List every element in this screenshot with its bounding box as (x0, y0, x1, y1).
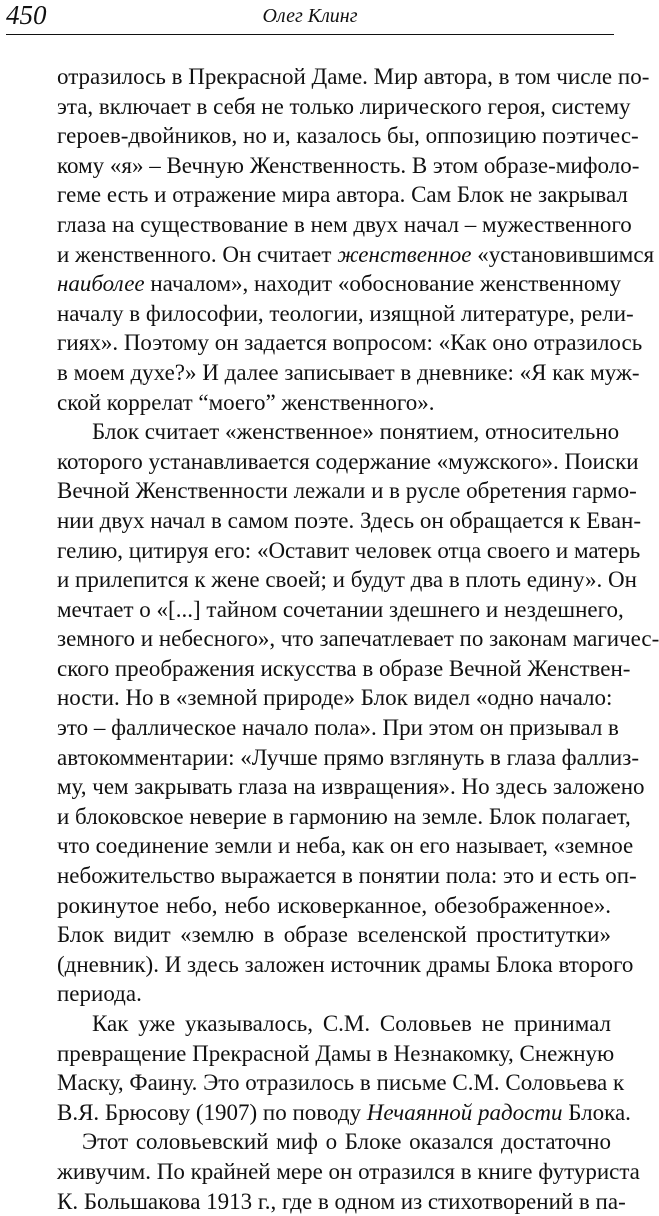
text-line: живучим. По крайней мере он отразился в книге футуриста (57, 1158, 640, 1184)
text-run: началом», находит «обоснование женственному (144, 271, 621, 297)
body-text (57, 62, 659, 1216)
text-line: кому «я» – Вечную Женственность. В этом образе-мифоло- (57, 152, 640, 178)
text-line: превращение Прекрасной Дамы в Незнакомку, Снежную (57, 1040, 615, 1066)
text-line: автокомментарии: «Лучше прямо взглянуть в глаза фаллиз- (57, 744, 639, 770)
text-line: Маску, Фаину. Это отразилось в письме С.М. Соловьева к (57, 1070, 625, 1096)
page-header (0, 0, 620, 36)
page-number: 450 (6, 0, 47, 30)
text-line (57, 269, 621, 299)
text-line (57, 240, 655, 270)
text-line: рокинутое небо, небо исковерканное, обезображенное». (57, 892, 611, 918)
text-run: В.Я. Брюсову (1907) по поводу (57, 1099, 367, 1125)
paragraph-first-line: Блок считает «женственное» понятием, относительно (92, 419, 620, 445)
text-line: эта, включает в себя не только лирического героя, систему (57, 93, 631, 119)
text-line: небожительство выражается в понятии пола: это и есть оп- (57, 863, 637, 889)
italic-term: наиболее (57, 271, 145, 297)
text-line: гемe есть и отражение мира автора. Сам Блок не закрывал (57, 182, 628, 208)
text-line: отразилось в Прекрасной Даме. Мир автора, в том числе по- (57, 64, 650, 89)
text-line: Вечной Женственности лежали и в русле обретения гармо- (57, 478, 637, 504)
text-run: Блока. (562, 1099, 631, 1125)
text-line (57, 1098, 631, 1128)
text-line: героев-двойников, но и, казалось бы, оппозицию поэтичес- (57, 123, 639, 149)
text-line: му, чем закрывать глаза на извращения». Но здесь заложено (57, 774, 645, 800)
text-line: и блоковское неверие в гармонию на земле. Блок полагает, (57, 803, 631, 829)
text-line: (дневник). И здесь заложен источник драмы Блока второго (57, 951, 634, 977)
paragraph-first-line: Как уже указывалось, С.М. Соловьев не принимал (92, 1011, 611, 1036)
text-line: периода. (57, 981, 142, 1007)
text-line: ности. Но в «земной природе» Блок видел «одно начало: (57, 685, 613, 711)
text-line: ского преображения искусства в образе Вечной Женствен- (57, 655, 631, 681)
text-line: это – фаллическое начало пола». При этом он призывал в (57, 715, 619, 741)
italic-title: Нечаянной радости (366, 1099, 563, 1125)
text-run: «установившимся (471, 241, 655, 267)
text-run: и женственного. Он считает (57, 241, 338, 267)
text-line: К. Большакова 1913 г., где в одном из стихотворений в па- (57, 1188, 626, 1214)
text-line: которого устанавливается содержание «мужского». Поиски (57, 448, 639, 474)
text-line: земного и небесного», что запечатлевает по законам магичес- (57, 626, 659, 652)
text-line: гиях». Поэтому он задается вопросом: «Как оно отразилось (57, 330, 643, 356)
text-line: глаза на существование в нем двух начал – мужественного (57, 211, 632, 237)
text-line: что соединение земли и неба, как он его называет, «земное (57, 833, 634, 859)
text-line: нии двух начал в самом поэте. Здесь он обращается к Еван- (57, 507, 642, 533)
text-line: в моем духе?» И далее записывает в дневнике: «Я как муж- (57, 359, 640, 385)
italic-term: женственное (337, 241, 472, 267)
paragraph-first-line: Этот соловьевский миф о Блоке оказался достаточно (82, 1129, 611, 1155)
text-line: и прилепится к жене своей; и будут два в плоть едину». Он (57, 567, 637, 593)
text-line: мечтает о «[...] тайном сочетании здешнего и нездешнего, (57, 596, 624, 622)
text-line: Блок видит «землю в образе вселенской проститутки» (57, 922, 611, 948)
text-line: ской коррелат “моего” женственного». (57, 389, 435, 415)
running-head: Олег Клинг (262, 5, 358, 27)
text-line: гелию, цитируя его: «Оставит человек отца своего и матерь (57, 537, 641, 563)
text-line: началу в философии, теологии, изящной литературе, рели- (57, 300, 634, 326)
header-rule (6, 34, 614, 35)
